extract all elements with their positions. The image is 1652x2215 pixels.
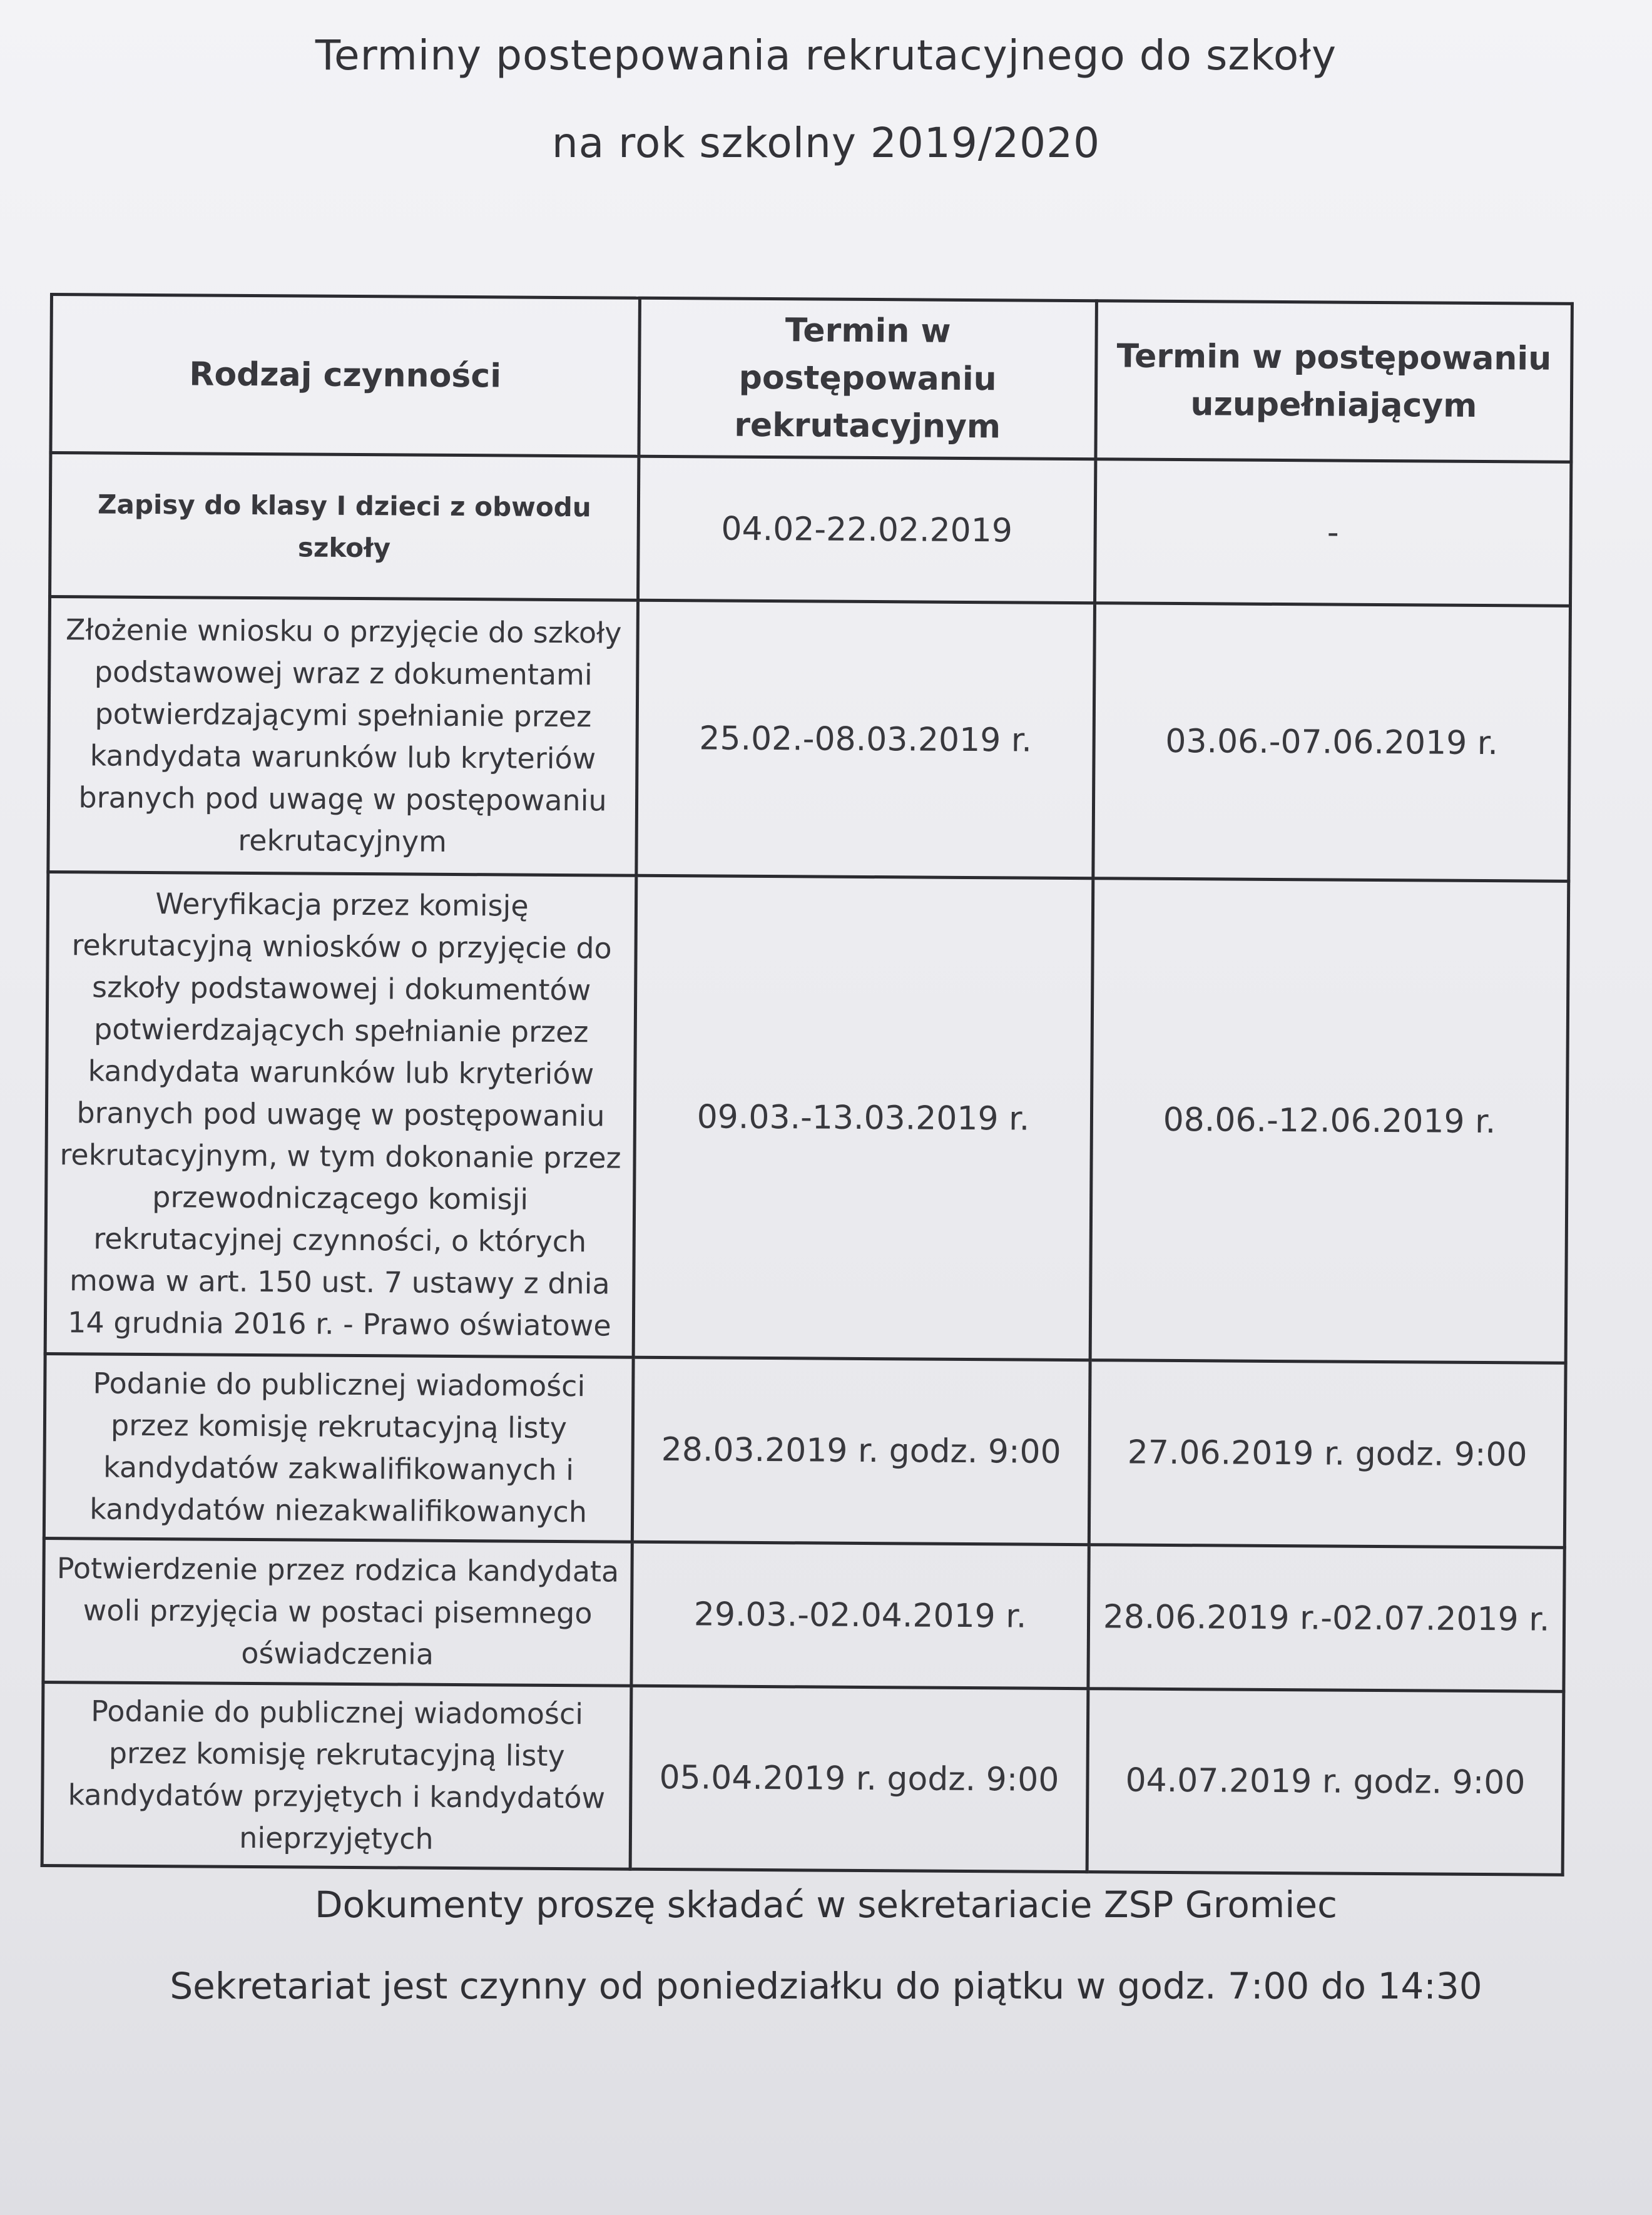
activity-cell: Podanie do publicznej wiadomości przez komisję rekrutacyjną listy kandydatów zakwalifikowanych i kandydatów niezakwalifikowanych [44, 1353, 633, 1542]
header-activity-type: Rodzaj czynności [51, 295, 640, 457]
table-row [45, 872, 1569, 1363]
recruitment-date-cell: 28.03.2019 r. godz. 9:00 [632, 1357, 1090, 1544]
supplementary-date-cell: 28.06.2019 r.-02.07.2019 r. [1088, 1545, 1564, 1692]
recruitment-date-cell: 05.04.2019 r. godz. 9:00 [630, 1686, 1088, 1871]
documents-note: Dokumenty proszę składać w sekretariacie ZSP Gromiec [315, 1883, 1337, 1926]
table-row [48, 597, 1571, 882]
recruitment-schedule-table [41, 293, 1574, 1876]
supplementary-date-cell: 27.06.2019 r. godz. 9:00 [1089, 1360, 1566, 1548]
recruitment-date-cell: 25.02.-08.03.2019 r. [636, 600, 1095, 878]
activity-cell: Weryfikacja przez komisję rekrutacyjną wniosków o przyjęcie do szkoły podstawowej i dokumentów potwierdzających spełnianie przez kandydata warunków lub kryteriów branych pod uwagę w postępowaniu rekrutacyjnym, w tym dokonanie przez przewodniczącego komisji rekrutacyjnej czynności, o których mowa w art. 150 ust. 7 ustawy z dnia 14 grudnia 2016 r. - Prawo oświatowe [45, 872, 636, 1357]
table-row [44, 1353, 1566, 1547]
header-recruitment-term: Termin w postępowaniu rekrutacyjnym [639, 298, 1097, 459]
recruitment-date-cell: 09.03.-13.03.2019 r. [633, 875, 1093, 1360]
activity-cell: Złożenie wniosku o przyjęcie do szkoły podstawowej wraz z dokumentami potwierdzającymi spełnianie przez kandydata warunków lub kryteriów branych pod uwagę w postępowaniu rekrutacyjnym [48, 597, 638, 876]
table-row [43, 1538, 1564, 1691]
supplementary-date-cell: 08.06.-12.06.2019 r. [1090, 878, 1569, 1363]
activity-cell: Zapisy do klasy I dzieci z obwodu szkoły [50, 453, 639, 601]
document-title: Terminy postepowania rekrutacyjnego do szkoły [315, 31, 1337, 79]
activity-cell: Potwierdzenie przez rodzica kandydata woli przyjęcia w postaci pisemnego oświadczenia [43, 1538, 632, 1686]
table-row [42, 1682, 1564, 1875]
table-row [50, 453, 1571, 606]
recruitment-date-cell: 04.02-22.02.2019 [638, 456, 1096, 603]
supplementary-date-cell: 04.07.2019 r. godz. 9:00 [1087, 1689, 1564, 1875]
supplementary-date-cell: - [1095, 459, 1571, 606]
header-supplementary-term: Termin w postępowaniu uzupełniającym [1096, 301, 1573, 462]
table-header-row [51, 295, 1573, 462]
recruitment-date-cell: 29.03.-02.04.2019 r. [631, 1542, 1089, 1688]
supplementary-date-cell: 03.06.-07.06.2019 r. [1093, 603, 1571, 882]
document-subtitle: na rok szkolny 2019/2020 [551, 119, 1101, 167]
activity-cell: Podanie do publicznej wiadomości przez komisję rekrutacyjną listy kandydatów przyjętych i kandydatów nieprzyjętych [42, 1682, 631, 1869]
office-hours-note: Sekretariat jest czynny od poniedziałku do piątku w godz. 7:00 do 14:30 [170, 1965, 1482, 2007]
